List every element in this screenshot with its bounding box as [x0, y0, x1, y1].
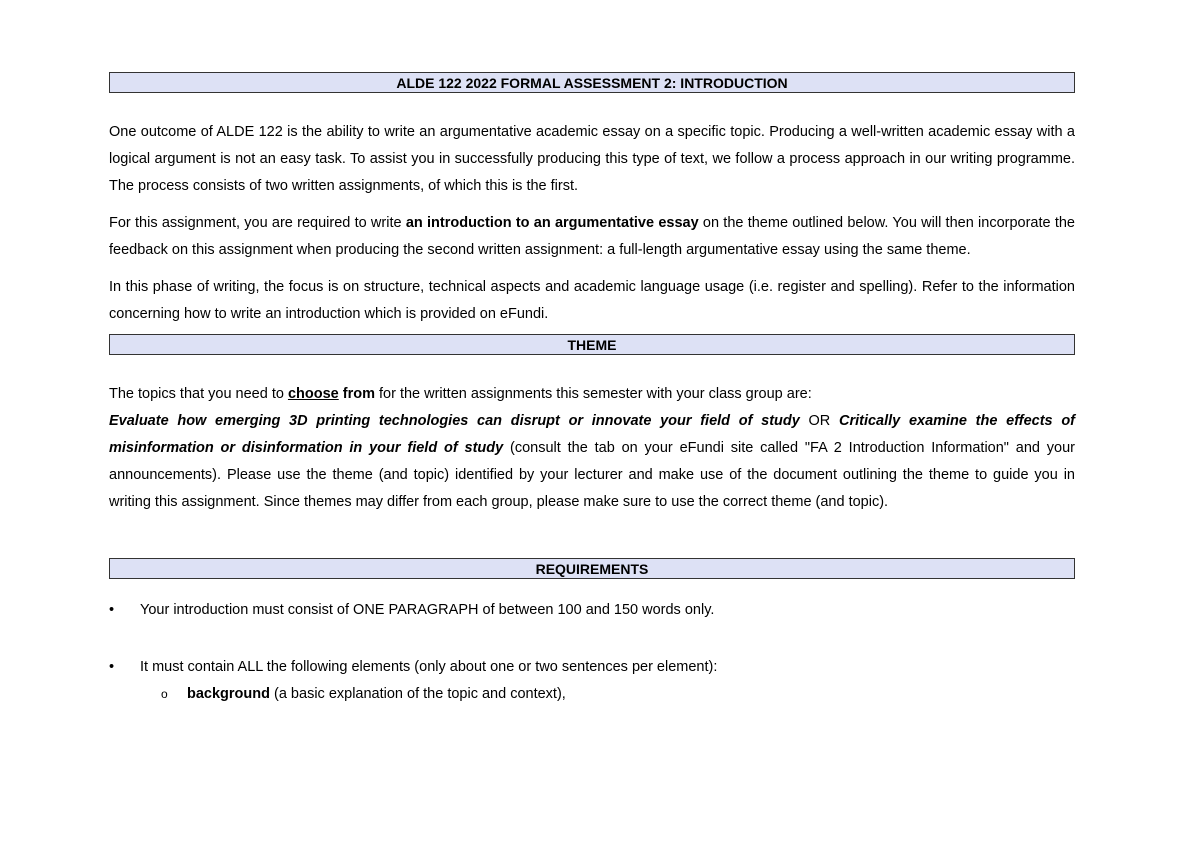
topic-two: Critically examine the effects of misinformation or disinformation in your field of study — [109, 413, 1076, 456]
intro-paragraph-2 — [109, 210, 1075, 264]
intro-p2-emphasis: an introduction to an argumentative essay — [405, 215, 699, 231]
theme-line-end: for the written assignments this semester with your class group are: — [374, 386, 812, 402]
requirement-text: It must contain ALL the following elements (only about one or two sentences per element): — [140, 659, 718, 675]
requirement-text: Your introduction must consist of ONE PARAGRAPH of between 100 and 150 words only. — [140, 602, 715, 618]
subitem-text — [187, 681, 566, 708]
theme-choose-word: choose — [287, 386, 339, 402]
theme-section-header: THEME — [109, 334, 1075, 355]
theme-instructions: (consult the tab on your eFundi site called "FA 2 Introduction Information" and your announcements). Please use the theme (and topic) identified by your lecturer and make use of the document outlining the theme to guide you in writing this assignment. Since themes may differ from each group, please make sure to use the correct theme (and topic). — [109, 440, 1075, 510]
subitem-description: (a basic explanation of the topic and context), — [269, 686, 566, 702]
theme-from-word: from — [338, 386, 375, 402]
intro-paragraph-3: In this phase of writing, the focus is on structure, technical aspects and academic language usage (i.e. register and spelling). Refer to the information concerning how to write an introduction which is provided on eFundi. — [109, 279, 1075, 322]
intro-p2-start: For this assignment, you are required to write — [109, 215, 406, 231]
requirement-subitem — [109, 681, 1075, 708]
requirements-section-header: REQUIREMENTS — [109, 558, 1075, 579]
topic-or: OR — [799, 413, 839, 429]
requirement-item — [109, 597, 1075, 624]
intro-p2-end: on the theme outlined below. You will then incorporate the feedback on this assignment when producing the second written assignment: a full-length argumentative essay using the same theme. — [109, 215, 1075, 258]
theme-topics-paragraph — [109, 408, 1075, 516]
bullet-icon: • — [109, 602, 115, 618]
sub-bullet-icon: o — [161, 687, 168, 701]
topic-one: Evaluate how emerging 3D printing technologies can disrupt or innovate your field of study — [109, 413, 800, 429]
document-page — [109, 72, 1075, 708]
requirement-item — [109, 654, 1075, 681]
subitem-keyword: background — [187, 686, 270, 702]
theme-intro-line — [109, 381, 1075, 408]
intro-section-header: ALDE 122 2022 FORMAL ASSESSMENT 2: INTRODUCTION — [109, 72, 1075, 93]
theme-line-start: The topics that you need to — [109, 386, 288, 402]
bullet-icon: • — [109, 659, 115, 675]
intro-paragraph-1: One outcome of ALDE 122 is the ability to write an argumentative academic essay on a specific topic. Producing a well-written academic essay with a logical argument is not an easy task. To assist you in successfully producing this type of text, we follow a process approach in our writing programme. The process consists of two written assignments, of which this is the first. — [109, 124, 1075, 194]
